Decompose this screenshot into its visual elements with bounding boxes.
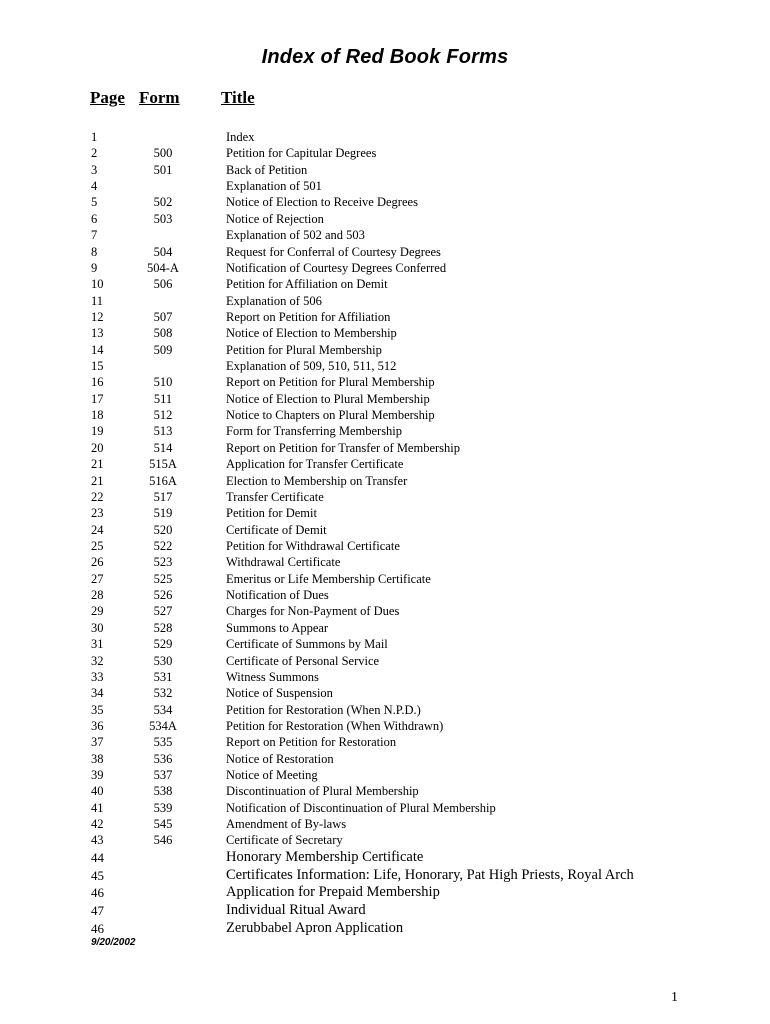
document-title: Index of Red Book Forms: [261, 46, 509, 68]
column-header-title: Title: [221, 88, 255, 107]
row-title: Withdrawal Certificate: [226, 555, 341, 570]
row-title: Petition for Plural Membership: [226, 342, 382, 357]
index-row: [0, 522, 770, 538]
row-title: Petition for Capitular Degrees: [226, 146, 377, 161]
row-page: 44: [91, 849, 104, 865]
row-title: Back of Petition: [226, 162, 308, 177]
row-page: 40: [91, 784, 104, 799]
index-row: [0, 162, 770, 178]
row-form: 528: [153, 620, 173, 635]
row-page: 24: [91, 522, 104, 537]
row-form: 531: [153, 669, 173, 684]
row-page: 41: [91, 800, 104, 815]
row-form: 500: [153, 146, 173, 161]
row-form: 510: [153, 375, 173, 390]
index-row: [0, 685, 770, 701]
row-title: Request for Conferral of Courtesy Degrees: [226, 244, 441, 259]
row-page: 47: [91, 903, 104, 919]
row-title: Discontinuation of Plural Membership: [226, 784, 419, 799]
row-form: 535: [153, 735, 173, 750]
index-row: [0, 669, 770, 685]
row-title: Explanation of 509, 510, 511, 512: [226, 359, 397, 374]
index-row: [0, 276, 770, 292]
index-row: [0, 702, 770, 718]
index-row: [0, 325, 770, 341]
row-title: Amendment of By-laws: [226, 817, 347, 832]
index-row: [0, 293, 770, 309]
row-page: 20: [91, 440, 104, 455]
row-page: 12: [91, 309, 104, 324]
row-form: 501: [153, 162, 173, 177]
index-row: [0, 783, 770, 799]
row-title: Certificate of Personal Service: [226, 653, 380, 668]
row-form: 511: [153, 391, 173, 406]
row-page: 42: [91, 817, 104, 832]
row-form: 539: [153, 800, 173, 815]
index-row: [0, 902, 770, 920]
row-form: 507: [153, 309, 173, 324]
row-title: Index: [226, 130, 255, 144]
row-title: Application for Prepaid Membership: [226, 884, 440, 901]
row-form: 532: [153, 686, 173, 701]
row-title: Certificate of Demit: [226, 522, 327, 537]
row-form: 526: [153, 588, 173, 603]
row-title: Notification of Dues: [226, 588, 329, 603]
row-form: 504: [153, 244, 173, 259]
index-row: [0, 620, 770, 636]
row-form: 514: [153, 440, 173, 455]
row-title: Summons to Appear: [226, 620, 329, 635]
row-page: 37: [91, 735, 104, 750]
row-title: Petition for Affiliation on Demit: [226, 277, 388, 292]
row-title: Notice of Election to Membership: [226, 326, 397, 341]
row-form: 527: [153, 604, 173, 619]
row-title: Emeritus or Life Membership Certificate: [226, 571, 431, 586]
row-title: Election to Membership on Transfer: [226, 473, 408, 488]
index-row: [0, 211, 770, 227]
row-form: 515A: [149, 457, 177, 472]
row-title: Form for Transferring Membership: [226, 424, 403, 439]
index-row: [0, 554, 770, 570]
index-row: [0, 505, 770, 521]
row-title: Report on Petition for Plural Membership: [226, 375, 435, 390]
index-row: [0, 244, 770, 260]
row-title: Certificates Information: Life, Honorary, Pat High Priests, Royal Arch: [226, 866, 634, 883]
index-row: [0, 538, 770, 554]
row-title: Notice to Chapters on Plural Membership: [226, 408, 435, 423]
row-title: Explanation of 506: [226, 293, 322, 308]
row-title: Notification of Courtesy Degrees Conferred: [226, 260, 447, 275]
row-title: Petition for Demit: [226, 506, 317, 521]
row-page: 8: [91, 244, 98, 259]
row-title: Notice of Election to Plural Membership: [226, 391, 430, 406]
row-page: 25: [91, 538, 104, 553]
row-page: 30: [91, 620, 104, 635]
index-row: [0, 653, 770, 669]
index-row: [0, 636, 770, 652]
row-title: Individual Ritual Award: [226, 902, 366, 919]
row-page: 15: [91, 359, 104, 374]
row-form: 538: [153, 784, 173, 799]
row-page: 39: [91, 768, 104, 783]
index-row: [0, 751, 770, 767]
row-page: 13: [91, 326, 104, 341]
row-page: 21: [91, 457, 104, 472]
row-title: Notice of Election to Receive Degrees: [226, 195, 418, 210]
row-page: 4: [91, 179, 98, 194]
index-row: [0, 129, 770, 145]
row-form: 536: [153, 751, 173, 766]
row-title: Notice of Rejection: [226, 211, 324, 226]
index-row: [0, 920, 770, 938]
row-title: Petition for Withdrawal Certificate: [226, 538, 400, 553]
row-page: 43: [91, 833, 104, 848]
index-row: [0, 227, 770, 243]
row-form: 508: [153, 326, 173, 341]
index-row: [0, 867, 770, 885]
index-row: [0, 884, 770, 902]
row-form: 534: [153, 702, 173, 717]
index-row: [0, 309, 770, 325]
row-page: 11: [91, 293, 104, 308]
row-page: 32: [91, 653, 104, 668]
index-row: [0, 603, 770, 619]
row-form: 546: [153, 833, 173, 848]
index-row: [0, 440, 770, 456]
row-page: 35: [91, 702, 104, 717]
index-row: [0, 342, 770, 358]
row-title: Petition for Restoration (When Withdrawn): [226, 718, 444, 733]
index-row: [0, 374, 770, 390]
index-row: [0, 489, 770, 505]
index-row: [0, 816, 770, 832]
row-title: Notice of Meeting: [226, 768, 318, 783]
row-form: 509: [153, 342, 173, 357]
column-header-form: Form: [139, 88, 180, 107]
row-form: 537: [153, 768, 173, 783]
row-page: 1: [91, 130, 98, 144]
row-page: 38: [91, 751, 104, 766]
index-row: [0, 473, 770, 489]
row-title: Report on Petition for Transfer of Membership: [226, 440, 461, 455]
row-page: 33: [91, 669, 104, 684]
row-form: 502: [153, 195, 173, 210]
row-title: Notice of Suspension: [226, 686, 333, 701]
index-row: [0, 145, 770, 161]
row-page: 29: [91, 604, 104, 619]
row-form: 522: [153, 538, 173, 553]
row-title: Zerubbabel Apron Application: [226, 920, 404, 936]
index-row: [0, 800, 770, 816]
row-page: 16: [91, 375, 104, 390]
row-form: 506: [153, 277, 173, 292]
row-title: Certificate of Summons by Mail: [226, 637, 388, 652]
row-title: Witness Summons: [226, 669, 319, 684]
index-row: [0, 734, 770, 750]
page-number: 1: [671, 990, 678, 1005]
index-row: [0, 456, 770, 472]
row-page: 2: [91, 146, 98, 161]
row-title: Transfer Certificate: [226, 489, 324, 504]
row-page: 9: [91, 260, 98, 275]
row-page: 34: [91, 686, 104, 701]
row-page: 21: [91, 473, 104, 488]
index-row: [0, 571, 770, 587]
row-title: Notification of Discontinuation of Plural Membership: [226, 800, 496, 815]
row-form: 513: [153, 424, 173, 439]
index-row: [0, 849, 770, 867]
row-page: 26: [91, 555, 104, 570]
row-page: 22: [91, 489, 104, 504]
row-page: 7: [91, 228, 98, 243]
row-title: Honorary Membership Certificate: [226, 848, 424, 865]
index-row: [0, 178, 770, 194]
row-title: Report on Petition for Restoration: [226, 735, 397, 750]
row-form: 520: [153, 522, 173, 537]
row-form: 516A: [149, 473, 177, 488]
forms-index-list: [0, 129, 770, 938]
row-title: Explanation of 502 and 503: [226, 228, 365, 243]
row-page: 18: [91, 408, 104, 423]
row-form: 512: [153, 408, 173, 423]
row-form: 534A: [149, 718, 177, 733]
row-title: Charges for Non-Payment of Dues: [226, 604, 400, 619]
row-title: Petition for Restoration (When N.P.D.): [226, 702, 421, 717]
document-date: 9/20/2002: [91, 937, 136, 948]
index-row: [0, 194, 770, 210]
index-row: [0, 587, 770, 603]
row-page: 28: [91, 588, 104, 603]
row-form: 504-A: [147, 260, 179, 275]
row-title: Notice of Restoration: [226, 751, 334, 766]
row-title: Report on Petition for Affiliation: [226, 309, 391, 324]
row-page: 27: [91, 571, 104, 586]
row-title: Certificate of Secretary: [226, 833, 343, 848]
row-form: 545: [153, 817, 173, 832]
index-row: [0, 391, 770, 407]
index-row: [0, 260, 770, 276]
row-form: 523: [153, 555, 173, 570]
row-page: 31: [91, 637, 104, 652]
row-form: 519: [153, 506, 173, 521]
row-form: 503: [153, 211, 173, 226]
index-row: [0, 767, 770, 783]
row-form: 517: [153, 489, 173, 504]
row-page: 17: [91, 391, 104, 406]
row-page: 6: [91, 211, 98, 226]
row-page: 3: [91, 162, 98, 177]
row-page: 46: [91, 921, 104, 936]
row-form: 525: [153, 571, 173, 586]
row-page: 46: [91, 885, 104, 901]
row-page: 10: [91, 277, 104, 292]
row-page: 36: [91, 718, 104, 733]
column-header-page: Page: [90, 88, 125, 107]
row-form: 530: [153, 653, 173, 668]
row-page: 5: [91, 195, 98, 210]
index-row: [0, 358, 770, 374]
index-row: [0, 407, 770, 423]
row-page: 14: [91, 342, 104, 357]
index-row: [0, 832, 770, 848]
row-title: Explanation of 501: [226, 179, 322, 194]
row-page: 45: [91, 867, 104, 883]
row-title: Application for Transfer Certificate: [226, 457, 404, 472]
row-page: 19: [91, 424, 104, 439]
index-row: [0, 718, 770, 734]
row-page: 23: [91, 506, 104, 521]
row-form: 529: [153, 637, 173, 652]
index-row: [0, 423, 770, 439]
